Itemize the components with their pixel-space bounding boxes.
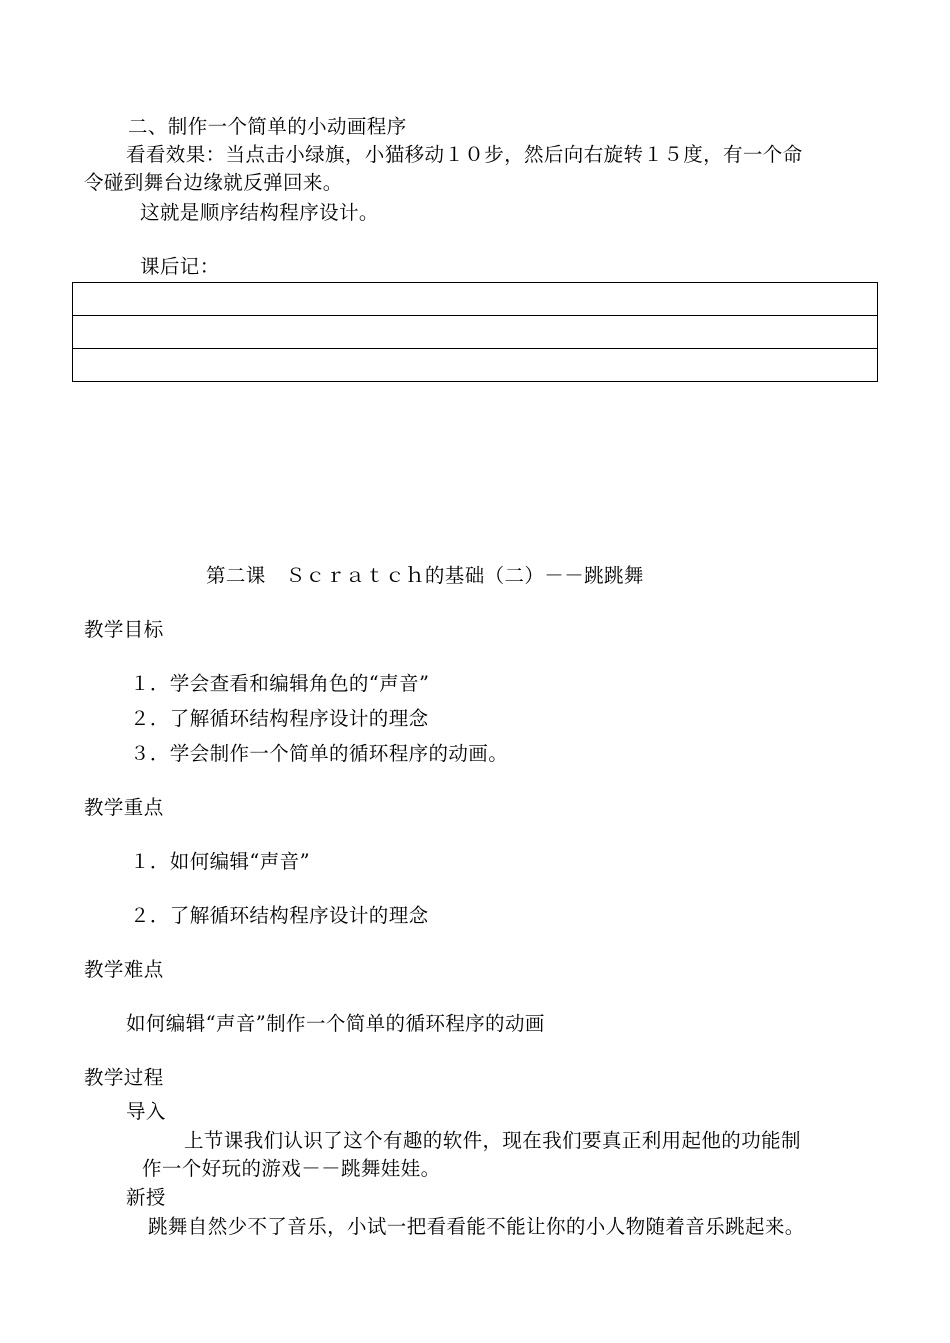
objective-item: ３．学会制作一个简单的循环程序的动画。 (130, 742, 509, 765)
key-points-heading: 教学重点 (84, 796, 164, 819)
table-row (73, 283, 878, 316)
effect-paragraph-line2: 令碰到舞台边缘就反弹回来。 (84, 171, 343, 194)
notes-cell (73, 349, 878, 382)
table-row (73, 349, 878, 382)
table-row (73, 316, 878, 349)
notes-label: 课后记： (140, 255, 220, 278)
objective-item: １．学会查看和编辑角色的“声音” (130, 672, 430, 695)
intro-label: 导入 (126, 1100, 166, 1123)
objective-item: ２．了解循环结构程序设计的理念 (130, 707, 429, 730)
key-point-item: ２．了解循环结构程序设计的理念 (130, 904, 429, 927)
new-lesson-label: 新授 (126, 1186, 166, 1209)
process-heading: 教学过程 (84, 1066, 164, 1089)
notes-cell (73, 283, 878, 316)
lesson-title: 第二课 Ｓｃｒａｔｃｈ的基础（二）－－跳跳舞 (206, 564, 644, 587)
notes-cell (73, 316, 878, 349)
notes-table (72, 282, 878, 382)
intro-paragraph-line2: 作一个好玩的游戏－－跳舞娃娃。 (142, 1157, 441, 1180)
section-heading-part2: 二、制作一个简单的小动画程序 (128, 115, 407, 138)
intro-paragraph-line1: 上节课我们认识了这个有趣的软件，现在我们要真正利用起他的功能制 (184, 1129, 801, 1152)
objectives-heading: 教学目标 (84, 618, 164, 641)
difficulty-heading: 教学难点 (84, 958, 164, 981)
summary-text: 这就是顺序结构程序设计。 (140, 201, 379, 224)
effect-paragraph-line1: 看看效果：当点击小绿旗，小猫移动１０步，然后向右旋转１５度，有一个命 (126, 143, 803, 166)
key-point-item: １．如何编辑“声音” (130, 850, 310, 873)
difficulty-text: 如何编辑“声音”制作一个简单的循环程序的动画 (126, 1012, 545, 1035)
new-lesson-text: 跳舞自然少不了音乐，小试一把看看能不能让你的小人物随着音乐跳起来。 (148, 1215, 805, 1238)
